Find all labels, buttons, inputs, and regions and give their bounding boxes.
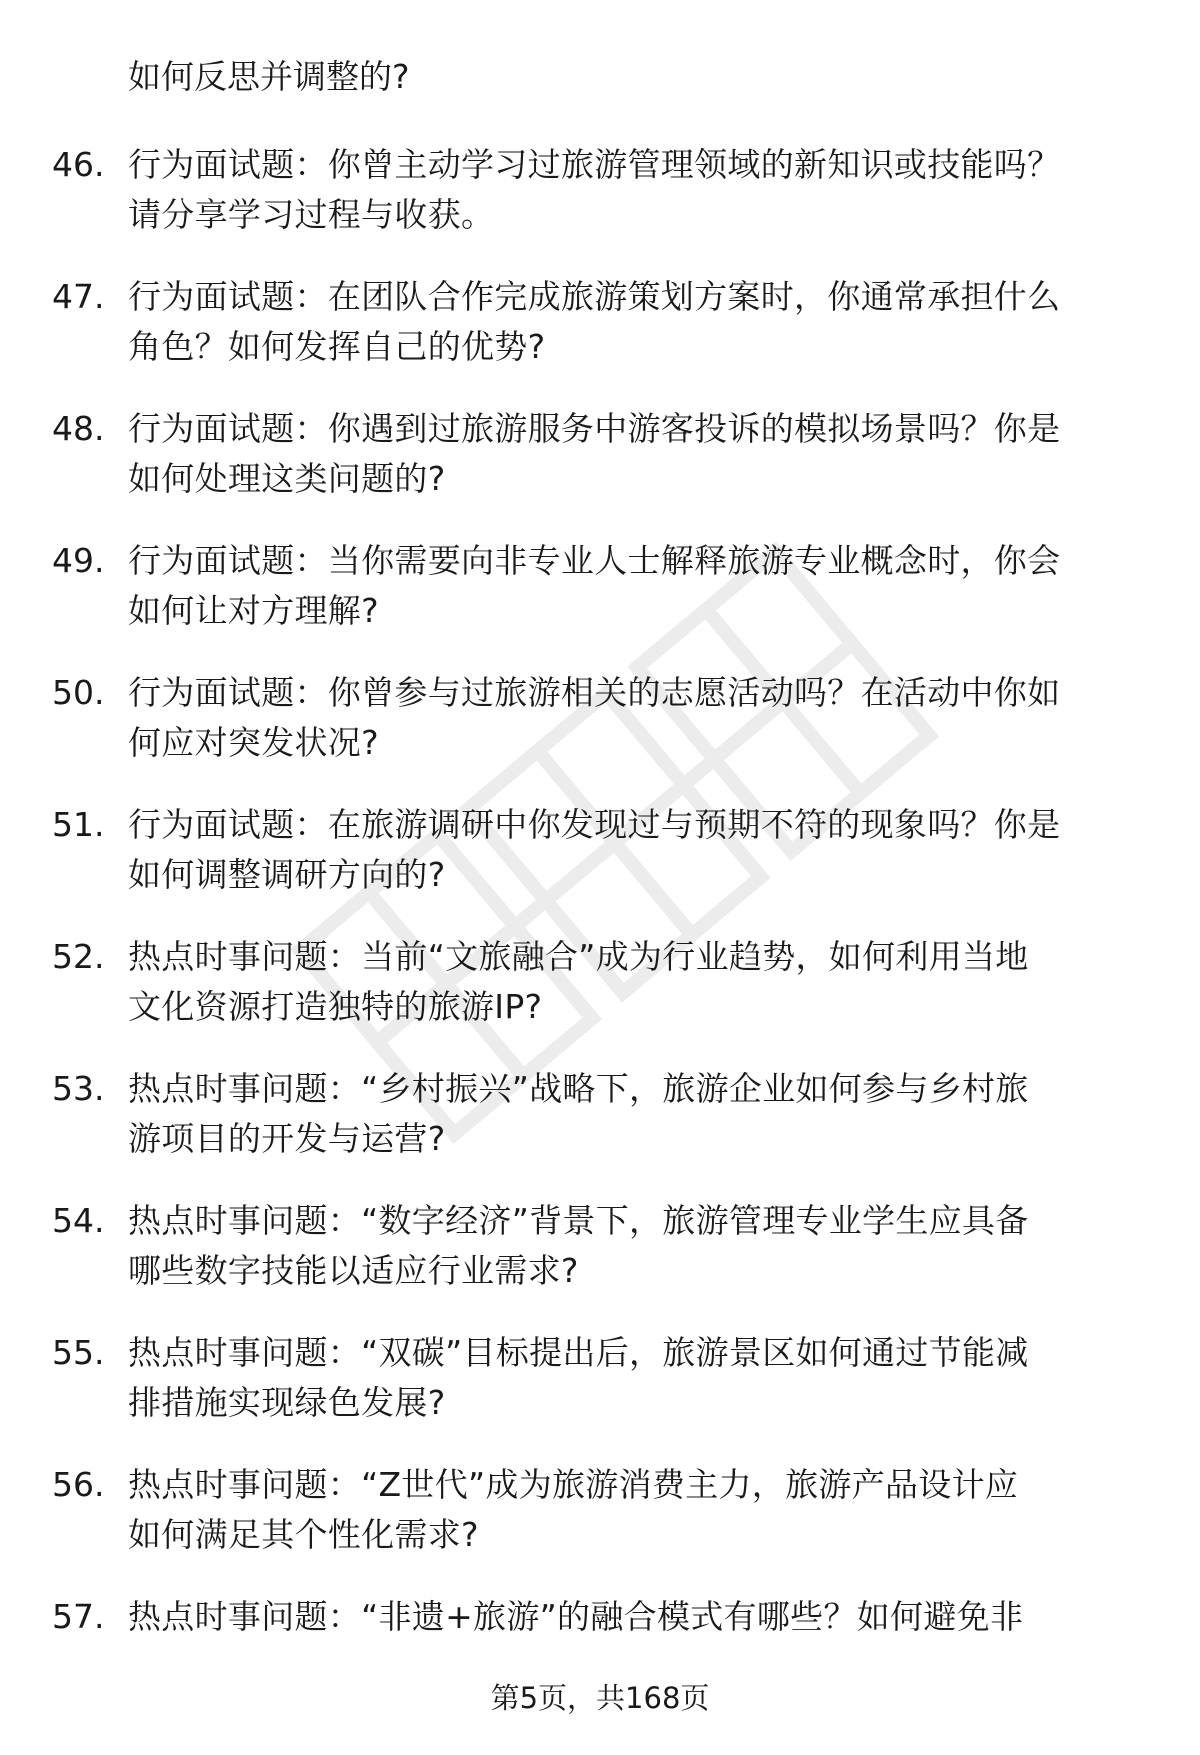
question-line-2: 排措施实现绿色发展? (128, 1383, 446, 1422)
question-number: 46. (52, 145, 105, 184)
question-line-2: 何应对突发状况? (128, 723, 379, 762)
question-number: 54. (52, 1201, 105, 1240)
question-text (128, 1196, 1138, 1296)
question-number: 50. (52, 673, 105, 712)
question-line-2: 如何满足其个性化需求? (128, 1515, 479, 1554)
question-line-2: 哪些数字技能以适应行业需求? (128, 1251, 579, 1290)
question-number: 53. (52, 1069, 105, 1108)
question-item (0, 932, 1200, 1064)
question-text (128, 1592, 1138, 1642)
question-text (128, 668, 1138, 768)
question-line-1: 行为面试题：你遇到过旅游服务中游客投诉的模拟场景吗？你是 (128, 409, 1061, 448)
question-number: 52. (52, 937, 105, 976)
question-line-2: 游项目的开发与运营? (128, 1119, 446, 1158)
question-list (0, 140, 1200, 1724)
question-number: 51. (52, 805, 105, 844)
question-number: 47. (52, 277, 105, 316)
question-line-1: 行为面试题：在旅游调研中你发现过与预期不符的现象吗？你是 (128, 805, 1061, 844)
question-item (0, 536, 1200, 668)
question-line-2: 如何处理这类问题的? (128, 459, 446, 498)
question-line-1: 热点时事问题：“数字经济”背景下，旅游管理专业学生应具备 (128, 1201, 1029, 1240)
question-item (0, 272, 1200, 404)
question-line-1: 行为面试题：在团队合作完成旅游策划方案时，你通常承担什么 (128, 277, 1061, 316)
question-line-1: 热点时事问题：“非遗+旅游”的融合模式有哪些？如何避免非 (128, 1597, 1024, 1636)
question-item (0, 140, 1200, 272)
question-number: 57. (52, 1597, 105, 1636)
question-line-2: 如何调整调研方向的? (128, 855, 446, 894)
question-item (0, 1196, 1200, 1328)
question-number: 48. (52, 409, 105, 448)
question-number: 49. (52, 541, 105, 580)
question-text (128, 140, 1138, 240)
question-line-1: 行为面试题：你曾参与过旅游相关的志愿活动吗？在活动中你如 (128, 673, 1061, 712)
question-line-2: 角色？如何发挥自己的优势? (128, 327, 546, 366)
question-line-1: 热点时事问题：“乡村振兴”战略下，旅游企业如何参与乡村旅 (128, 1069, 1029, 1108)
question-text (128, 1328, 1138, 1428)
question-text (128, 1064, 1138, 1164)
question-text (128, 800, 1138, 900)
question-line-1: 热点时事问题：“双碳”目标提出后，旅游景区如何通过节能减 (128, 1333, 1029, 1372)
question-text (128, 1460, 1138, 1560)
question-line-1: 热点时事问题：当前“文旅融合”成为行业趋势，如何利用当地 (128, 937, 1029, 976)
question-item (0, 800, 1200, 932)
question-line-2: 请分享学习过程与收获。 (128, 195, 495, 234)
question-line-2: 文化资源打造独特的旅游IP? (128, 987, 543, 1026)
question-item (0, 1328, 1200, 1460)
question-number: 56. (52, 1465, 105, 1504)
question-item (0, 1460, 1200, 1592)
question-text (128, 404, 1138, 504)
continuation-line: 如何反思并调整的? (128, 57, 410, 96)
question-text (128, 536, 1138, 636)
page-footer: 第5页，共168页 (490, 1681, 710, 1715)
question-item (0, 404, 1200, 536)
question-item (0, 1064, 1200, 1196)
question-number: 55. (52, 1333, 105, 1372)
question-line-2: 如何让对方理解? (128, 591, 379, 630)
question-line-1: 热点时事问题：“Z世代”成为旅游消费主力，旅游产品设计应 (128, 1465, 1019, 1504)
question-item (0, 668, 1200, 800)
question-text (128, 272, 1138, 372)
question-text (128, 932, 1138, 1032)
question-line-1: 行为面试题：当你需要向非专业人士解释旅游专业概念时，你会 (128, 541, 1061, 580)
question-line-1: 行为面试题：你曾主动学习过旅游管理领域的新知识或技能吗？ (128, 145, 1061, 184)
